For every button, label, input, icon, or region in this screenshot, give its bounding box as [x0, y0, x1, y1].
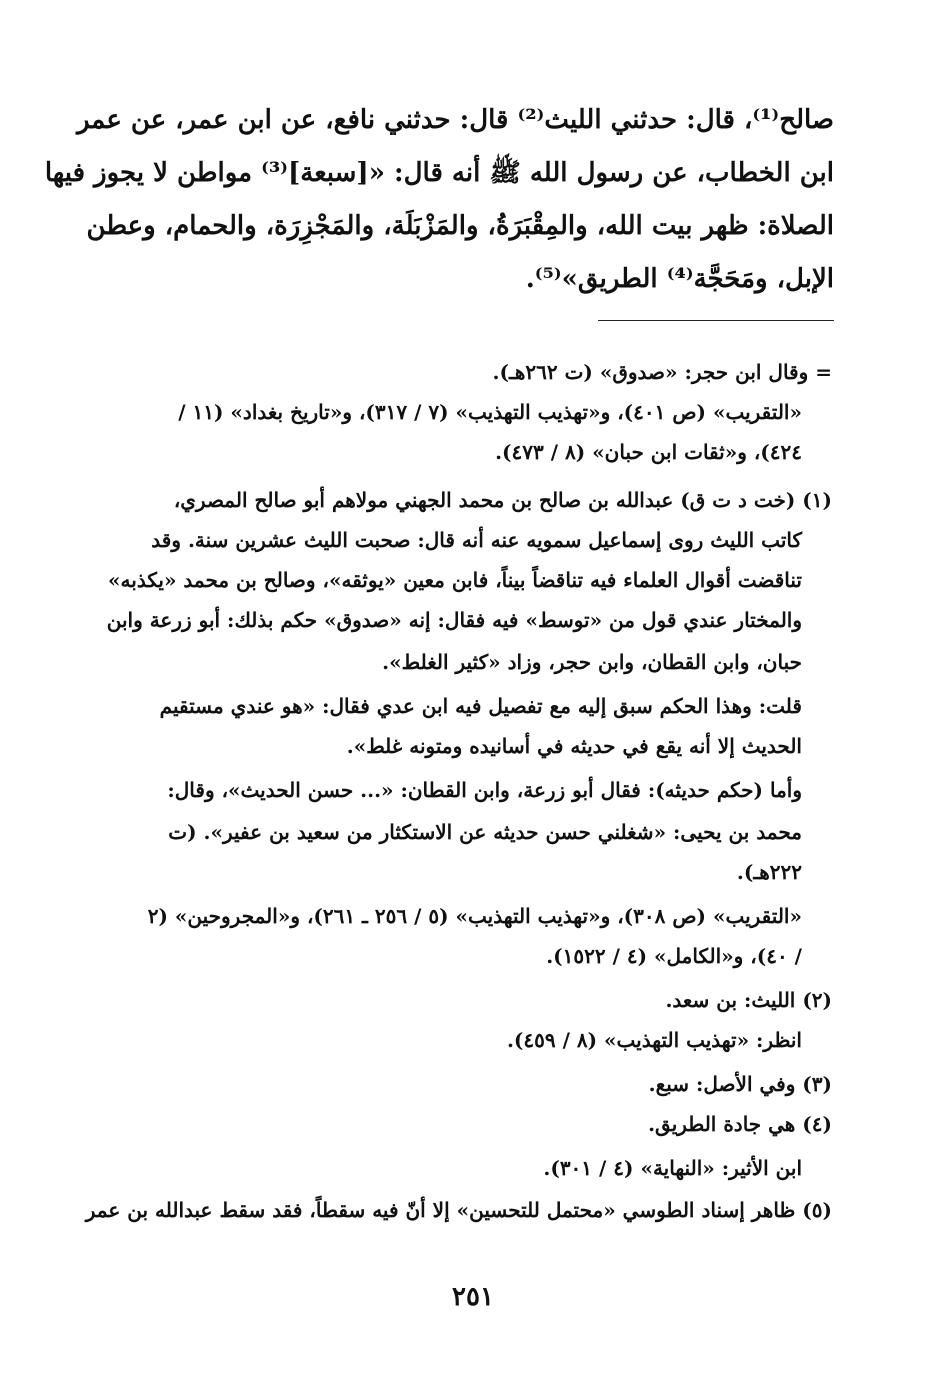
footnote-line: ٢٢٢هـ).	[736, 860, 802, 884]
footnote-line: (٤) هي جادة الطريق.	[648, 1112, 832, 1136]
footnote-line: وأما (حكم حديثه): فقال أبو زرعة، وابن القطان: «... حسن الحديث»، وقال:	[167, 778, 802, 802]
main-text	[44, 94, 834, 306]
footnote-separator	[598, 320, 834, 321]
footnote-line: تناقضت أقوال العلماء فيه تناقضاً بيناً، فابن معين «يوثقه»، وصالح بن محمد «يكذبه»	[108, 568, 802, 592]
page-number: ٢٥١	[452, 1282, 494, 1312]
footnote-line: ابن الأثير: «النهاية» (٤ / ٣٠١).	[543, 1156, 802, 1180]
footnote-line: والمختار عندي قول من «توسط» فيه فقال: إنه «صدوق» حكم بذلك: أبو زرعة وابن	[106, 608, 802, 632]
main-line: ابن الخطاب، عن رسول الله ﷺ أنه قال: «[سبعة]⁽³⁾ مواطن لا يجوز فيها	[44, 158, 834, 188]
footnote-line: (٣) وفي الأصل: سبع.	[648, 1072, 832, 1096]
main-line: الإبل، ومَحَجَّة⁽⁴⁾ الطريق»⁽⁵⁾.	[525, 264, 834, 294]
footnote-line: (٥) ظاهر إسناد الطوسي «محتمل للتحسين» إلا أنّ فيه سقطاً، فقد سقط عبدالله بن عمر	[85, 1198, 832, 1222]
footnote-line: / ٤٠)، و«الكامل» (٤ / ١٥٢٢).	[546, 944, 802, 968]
footnote-line: قلت: وهذا الحكم سبق إليه مع تفصيل فيه ابن عدي فقال: «هو عندي مستقيم	[159, 694, 802, 718]
main-line: صالح⁽¹⁾، قال: حدثني الليث⁽²⁾ قال: حدثني نافع، عن ابن عمر، عن عمر	[76, 105, 834, 135]
footnote-line: «التقريب» (ص ٣٠٨)، و«تهذيب التهذيب» (٥ / ٢٥٦ ـ ٢٦١)، و«المجروحين» (٢	[147, 904, 802, 928]
footnote-line: (١) (خت د ت ق) عبدالله بن صالح بن محمد الجهني مولاهم أبو صالح المصري،	[173, 488, 832, 512]
footnote-line: (٢) الليث: بن سعد.	[665, 988, 832, 1012]
footnote-line: محمد بن يحيى: «شغلني حسن حديثه عن الاستكثار من سعيد بن عفير». (ت	[168, 820, 802, 844]
footnote-line: «التقريب» (ص ٤٠١)، و«تهذيب التهذيب» (٧ / ٣١٧)، و«تاريخ بغداد» (١١ /	[178, 400, 802, 424]
footnote-line: كاتب الليث روى إسماعيل سمويه عنه أنه قال: صحبت الليث عشرين سنة. وقد	[151, 528, 802, 552]
footnote-line: انظر: «تهذيب التهذيب» (٨ / ٤٥٩).	[506, 1028, 802, 1052]
main-line: الصلاة: ظهر بيت الله، والمِقْبَرَةُ، والمَزْبَلَة، والمَجْزِرَة، والحمام، وعطن	[86, 211, 834, 241]
footnote-line: الحديث إلا أنه يقع في حديثه في أسانيده ومتونه غلط».	[346, 734, 802, 758]
footnote-line: حبان، وابن القطان، وابن حجر، وزاد «كثير الغلط».	[382, 650, 802, 674]
footnote-line: = وقال ابن حجر: «صدوق» (ت ٢٦٢هـ).	[492, 360, 832, 384]
footnote-line: ٤٢٤)، و«ثقات ابن حبان» (٨ / ٤٧٣).	[495, 440, 802, 464]
